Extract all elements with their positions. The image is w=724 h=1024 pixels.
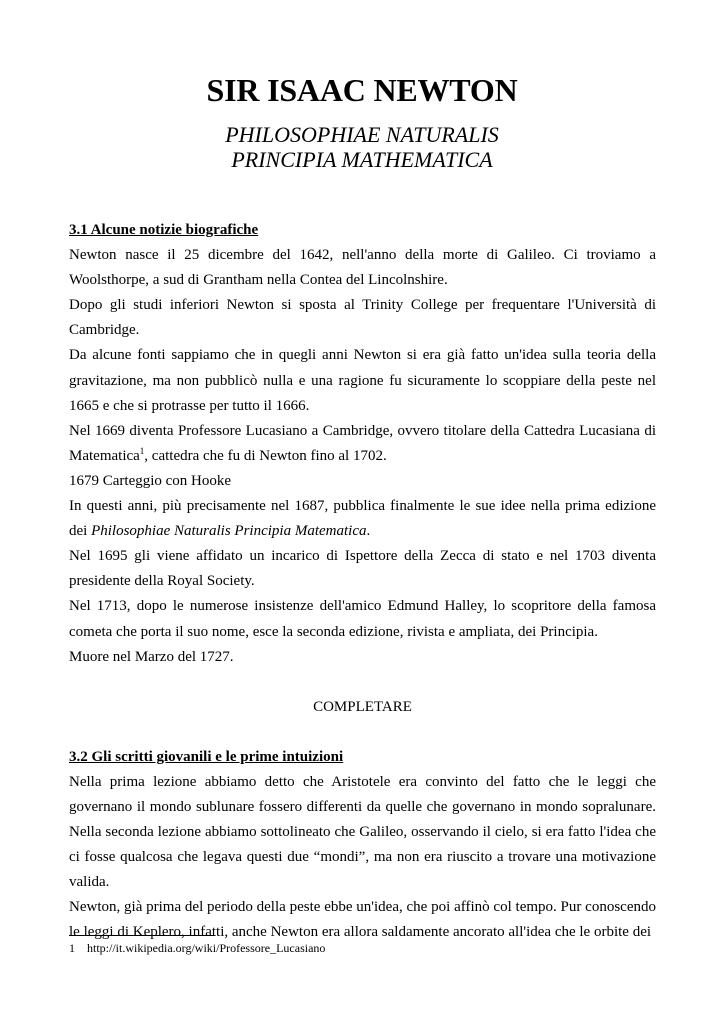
paragraph: Newton nasce il 25 dicembre del 1642, nell'anno della morte di Galileo. Ci troviamo a Woolsthorpe, a sud di Grantham nella Contea del Lincolnshire. [69, 247, 656, 289]
document-title: SIR ISAAC NEWTON [206, 72, 518, 108]
paragraph: Newton, già prima del periodo della peste ebbe un'idea, che poi affinò col tempo. Pur conoscendo le leggi di Keplero, infatti, anche Newton era allora saldamente ancorato all'idea che le orbite dei [69, 899, 656, 941]
paragraph-text: . [366, 523, 371, 540]
paragraph: Nel 1695 gli viene affidato un incarico di Ispettore della Zecca di stato e nel 1703 diventa presidente della Royal Society. [69, 548, 656, 590]
section-heading-3-2: 3.2 Gli scritti giovanili e le prime intuizioni [69, 748, 344, 765]
subtitle-line-2: PRINCIPIA MATHEMATICA [231, 147, 493, 172]
paragraph: Dopo gli studi inferiori Newton si sposta al Trinity College per frequentare l'Università di Cambridge. [69, 297, 656, 339]
paragraph: Muore nel Marzo del 1727. [69, 648, 234, 665]
book-title-italic: Philosophiae Naturalis Principia Matematica [91, 523, 367, 540]
footnote-separator [69, 935, 214, 936]
paragraph: Nel 1713, dopo le numerose insistenze dell'amico Edmund Halley, lo scopritore della famosa cometa che porta il suo nome, esce la seconda edizione, rivista e ampliata, dei Principia. [69, 598, 656, 640]
paragraph-text: Nel 1669 diventa Professore Lucasiano a Cambridge, ovvero titolare della Cattedra Lucasiana di Matematica [69, 422, 656, 464]
completare-note: COMPLETARE [313, 698, 412, 715]
spacer [69, 720, 656, 745]
paragraph: Nella prima lezione abbiamo detto che Aristotele era convinto del fatto che le leggi che governano il mondo sublunare fossero differenti da quelle che governano in mondo sopralunare. Nella seconda lezione abbiamo sottolineato che Galileo, osservando il cielo, si era fatto l'idea che ci fosse qualcosa che legava questi due “mondi”, ma non era riuscito a trovare una motivazione valida. [69, 773, 656, 891]
footnote-number: 1 [69, 941, 75, 955]
spacer [69, 670, 656, 695]
footnote [69, 940, 325, 956]
subtitle-line-1: PHILOSOPHIAE NATURALIS [225, 122, 499, 147]
paragraph-text: In questi anni, più precisamente nel 1687, pubblica finalmente le sue idee nella prima edizione dei [69, 498, 656, 540]
paragraph: 1679 Carteggio con Hooke [69, 472, 232, 489]
section-heading-3-1: 3.1 Alcune notizie biografiche [69, 222, 259, 238]
paragraph-text: , cattedra che fu di Newton fino al 1702. [144, 447, 387, 464]
paragraph [69, 494, 656, 544]
paragraph: Da alcune fonti sappiamo che in quegli anni Newton si era già fatto un'idea sulla teoria della gravitazione, ma non pubblicò nulla e una ragione fu sicuramente lo scoppiare della peste nel 1665 e che si protrasse per tutto il 1666. [69, 347, 656, 414]
document-body [69, 218, 656, 946]
footnote-reference[interactable]: 1 [139, 445, 145, 456]
footnote-link[interactable]: http://it.wikipedia.org/wiki/Professore_Lucasiano [87, 941, 326, 955]
document-subtitle [0, 122, 724, 172]
paragraph [69, 419, 656, 469]
